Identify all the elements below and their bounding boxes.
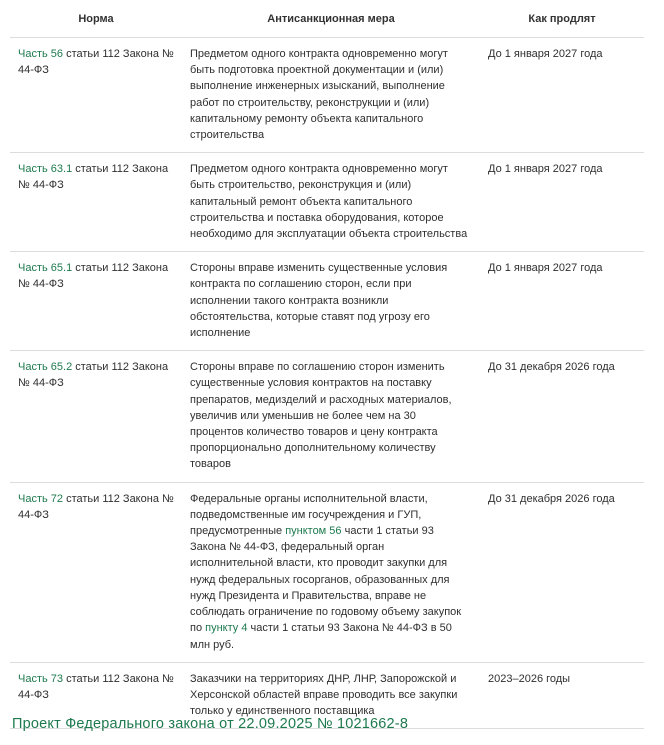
law-draft-link[interactable]: Проект Федерального закона от 22.09.2025 № 1021662-8 [12,716,409,732]
extend-cell: 2023–2026 годы [480,662,644,729]
norm-text: статьи 112 Закона № 44-ФЗ [18,48,174,77]
measure-cell: Стороны вправе изменить существенные условия контракта по соглашению сторон, если при исполнении такого контракта возникли обстоятельства, которые ставят под угрозу его исполнение [182,252,480,351]
table-row [10,153,644,252]
norm-text: статьи 112 Закона № 44-ФЗ [18,361,169,390]
measure-text: части 1 статьи 93 Закона № 44-ФЗ в 50 млн руб. [190,622,452,651]
table-row [10,482,644,662]
table-row [10,351,644,482]
measure-inline-link[interactable]: пункту 4 [205,622,248,635]
header-measure: Антисанкционная мера [182,0,480,38]
norm-link[interactable]: Часть 65.1 [18,262,73,275]
extend-cell: До 1 января 2027 года [480,153,644,252]
measure-text: части 1 статьи 93 Закона № 44-ФЗ, федеральный орган исполнительной власти, кто проводит закупки для нужд федеральных госорганов, образованных для нужд Президента и Правительства, вправе не соблюдать ограничение по годовому объему закупок по [190,525,462,635]
measure-cell: Предметом одного контракта одновременно могут быть строительство, реконструкция и (или) капитальный ремонт объекта капитального строительства и поставка оборудования, которое необходимо для эксплуатации объекта строительства [182,153,480,252]
norm-cell [10,351,182,482]
measure-cell [182,482,480,662]
measure-cell: Стороны вправе по соглашению сторон изменить существенные условия контрактов на поставку препаратов, медизделий и расходных материалов, увеличив или уменьшив не более чем на 30 процентов количество товаров и цену контракта пропорционально дополнительному количеству товаров [182,351,480,482]
norm-cell [10,38,182,153]
norm-cell [10,153,182,252]
norm-link[interactable]: Часть 63.1 [18,163,73,176]
table-row [10,252,644,351]
norm-cell [10,482,182,662]
norm-link[interactable]: Часть 72 [18,492,64,505]
norm-text: статьи 112 Закона № 44-ФЗ [18,163,169,192]
norm-cell [10,252,182,351]
norm-link[interactable]: Часть 73 [18,672,64,685]
measure-text: Федеральные органы исполнительной власти, подведомственные им госучреждения и ГУП, предусмотренные [190,492,428,538]
table-header-row [10,0,644,38]
measure-inline-link[interactable]: пунктом 56 [285,525,342,538]
extend-cell: До 1 января 2027 года [480,252,644,351]
header-norm: Норма [10,0,182,38]
norm-text: статьи 112 Закона № 44-ФЗ [18,262,169,291]
norm-link[interactable]: Часть 65.2 [18,361,73,374]
measures-table [10,0,644,729]
norm-text: статьи 112 Закона № 44-ФЗ [18,492,174,521]
measure-cell: Предметом одного контракта одновременно могут быть подготовка проектной документации и (или) выполнение инженерных изысканий, выполнение работ по строительству, реконструкции и (или) капитальному ремонту объекта капитального строительства [182,38,480,153]
extend-cell: До 31 декабря 2026 года [480,482,644,662]
measures-table-container [10,0,644,729]
norm-text: статьи 112 Закона № 44-ФЗ [18,672,174,701]
header-extend: Как продлят [480,0,644,38]
extend-cell: До 31 декабря 2026 года [480,351,644,482]
extend-cell: До 1 января 2027 года [480,38,644,153]
measure-cell: Заказчики на территориях ДНР, ЛНР, Запорожской и Херсонской областей вправе проводить все закупки только у единственного поставщика [182,662,480,729]
norm-link[interactable]: Часть 56 [18,48,64,60]
table-row [10,38,644,153]
